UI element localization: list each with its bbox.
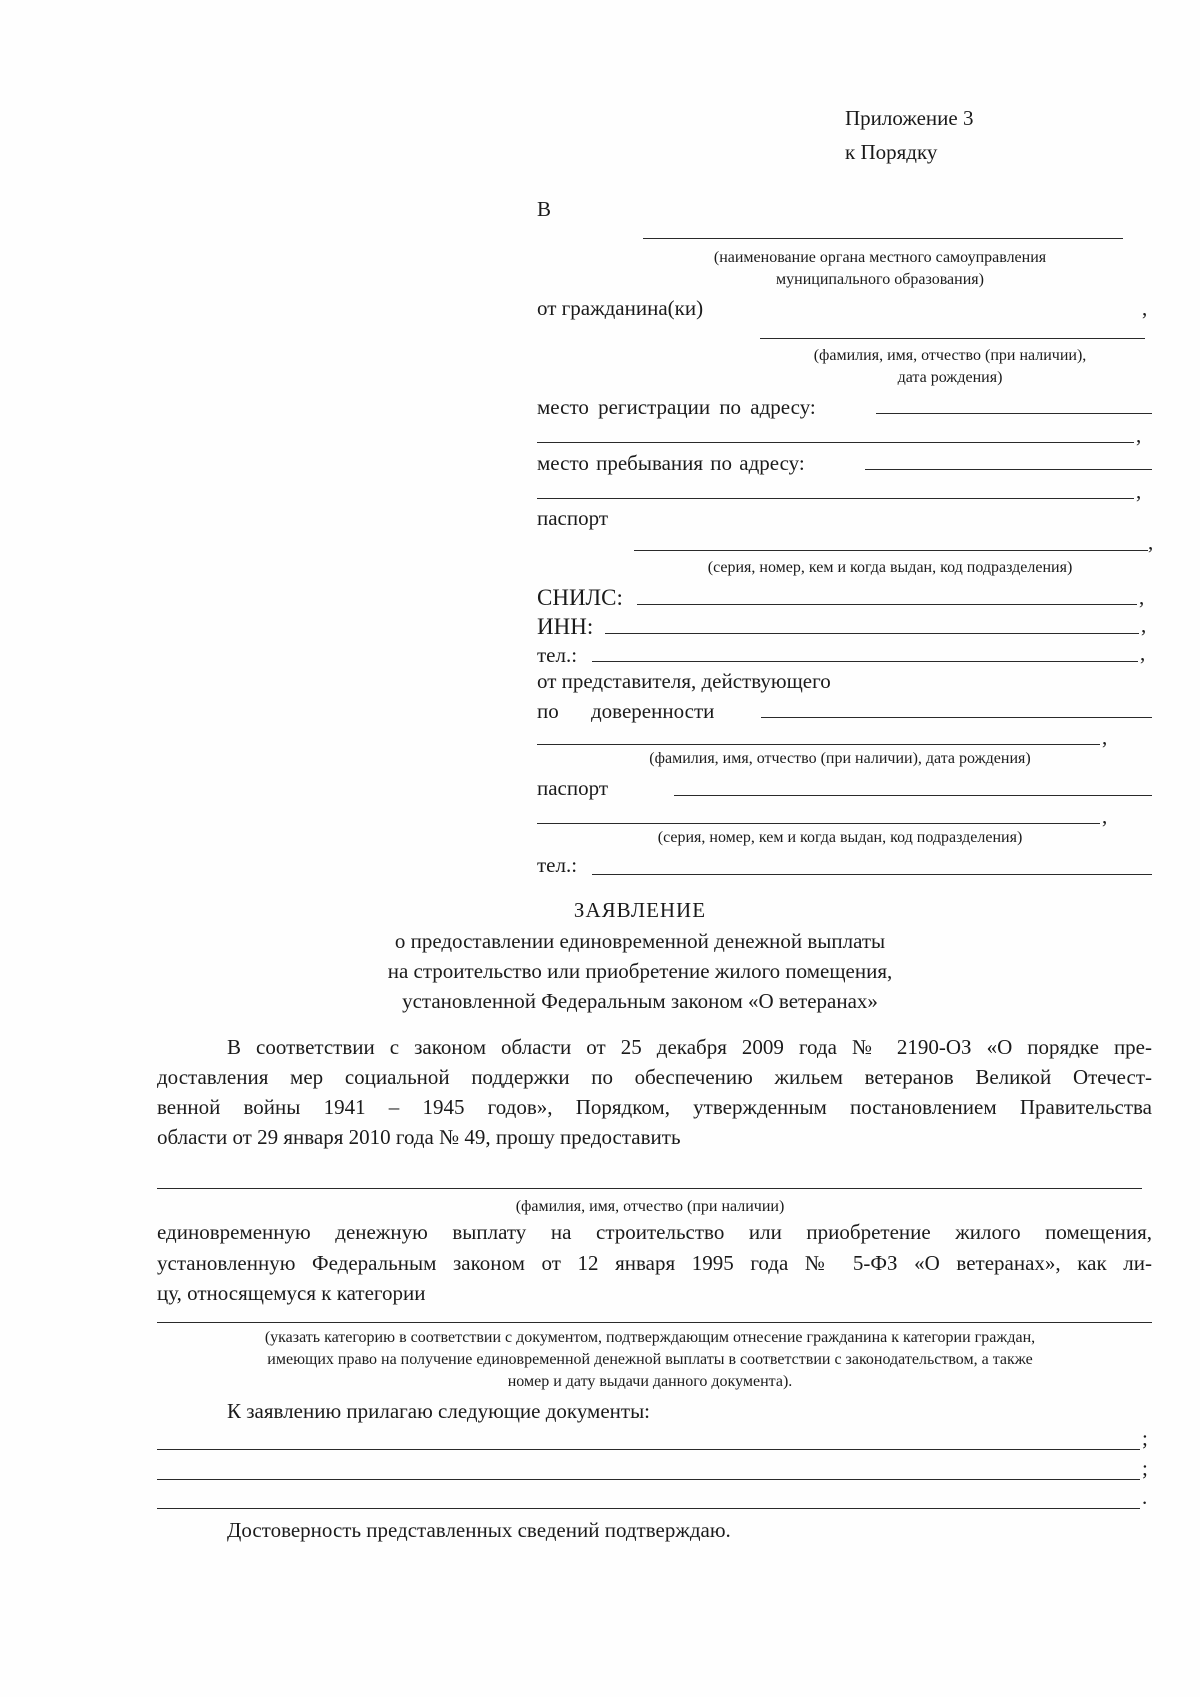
rep-tel-line[interactable] — [592, 874, 1152, 875]
body-para2-line3: цу, относящемуся к категории — [157, 1281, 426, 1305]
tel-label: тел.: — [537, 643, 578, 667]
body-para1-line1: В соответствии с законом области от 25 декабря 2009 года № 2190-ОЗ «О порядке пре- — [227, 1035, 1152, 1059]
comma-mark: , — [1136, 423, 1142, 447]
period-mark: . — [1142, 1485, 1148, 1509]
to-label: В — [537, 197, 552, 221]
recipient-name-line[interactable] — [157, 1188, 1142, 1189]
category-line[interactable] — [157, 1322, 1152, 1323]
rep-po: по — [537, 699, 559, 723]
category-caption-1: (указать категорию в соответствии с документом, подтверждающим отнесение гражданина к категории граждан, — [264, 1329, 1036, 1346]
inn-label: ИНН: — [537, 614, 594, 639]
stay-address-line-1[interactable] — [865, 469, 1152, 470]
snils-label: СНИЛС: — [537, 585, 623, 610]
body-para2-line1: единовременную денежную выплату на строительство или приобретение жилого помещения, — [157, 1220, 1152, 1244]
body-para1-line4: области от 29 января 2010 года № 49, прошу предоставить — [157, 1125, 681, 1149]
inn-line[interactable] — [605, 633, 1139, 634]
snils-line[interactable] — [637, 604, 1137, 605]
passport-line[interactable] — [634, 550, 1148, 551]
citizen-caption-2: дата рождения) — [897, 369, 1003, 386]
confirmation-text: Достоверность представленных сведений подтверждаю. — [227, 1518, 731, 1542]
semicolon-mark: ; — [1142, 1456, 1148, 1480]
to-caption-2: муниципального образования) — [776, 271, 984, 288]
rep-passport-label: паспорт — [537, 776, 609, 800]
category-caption-2: имеющих право на получение единовременной денежной выплаты в соответствии с законодательством, а также — [267, 1351, 1033, 1368]
tel-line[interactable] — [592, 661, 1138, 662]
reg-address-line-1[interactable] — [876, 413, 1152, 414]
comma-mark: , — [1140, 641, 1146, 665]
comma-mark: , — [1102, 725, 1108, 749]
title-sub-3: установленной Федеральным законом «О ветеранах» — [402, 989, 878, 1013]
citizen-caption-1: (фамилия, имя, отчество (при наличии), — [813, 347, 1087, 364]
rep-caption: (фамилия, имя, отчество (при наличии), дата рождения) — [649, 750, 1031, 767]
rep-passport-line-1[interactable] — [674, 795, 1152, 796]
title-sub-2: на строительство или приобретение жилого помещения, — [387, 959, 893, 983]
comma-mark: , — [1102, 804, 1108, 828]
recipient-caption: (фамилия, имя, отчество (при наличии) — [515, 1198, 785, 1215]
semicolon-mark: ; — [1142, 1426, 1148, 1450]
rep-dov: доверенности — [591, 699, 715, 723]
body-para1-line3: венной войны 1941 – 1945 годов», Порядком, утвержденным постановлением Правительства — [157, 1095, 1152, 1119]
reg-address-line-2[interactable] — [537, 442, 1134, 443]
comma-mark: , — [1142, 296, 1148, 320]
comma-mark: , — [1148, 530, 1154, 554]
title-sub-1: о предоставлении единовременной денежной выплаты — [394, 929, 886, 953]
passport-caption: (серия, номер, кем и когда выдан, код подразделения) — [707, 559, 1073, 576]
comma-mark: , — [1136, 479, 1142, 503]
reg-address-label: место регистрации по адресу: — [537, 395, 816, 419]
comma-mark: , — [1141, 613, 1147, 637]
documents-label: К заявлению прилагаю следующие документы: — [227, 1399, 651, 1423]
proxy-line[interactable] — [761, 717, 1152, 718]
document-line-1[interactable] — [157, 1449, 1140, 1450]
rep-passport-line-2[interactable] — [537, 823, 1100, 824]
comma-mark: , — [1139, 585, 1145, 609]
rep-name-line[interactable] — [537, 744, 1100, 745]
document-title: ЗАЯВЛЕНИЕ — [573, 898, 707, 922]
rep-label: от представителя, действующего — [537, 669, 831, 693]
appendix-order: к Порядку — [845, 140, 938, 164]
from-citizen-label: от гражданина(ки) — [537, 296, 704, 320]
passport-label: паспорт — [537, 506, 609, 530]
body-para2-line2: установленную Федеральным законом от 12 января 1995 года № 5-ФЗ «О ветеранах», как ли- — [157, 1251, 1152, 1275]
stay-address-label: место пребывания по адресу: — [537, 451, 805, 475]
rep-tel-label: тел.: — [537, 853, 578, 877]
appendix-number: Приложение 3 — [845, 106, 974, 130]
to-field-line[interactable] — [643, 238, 1123, 239]
document-line-2[interactable] — [157, 1479, 1140, 1480]
to-caption-1: (наименование органа местного самоуправления — [713, 249, 1047, 266]
body-para1-line2: доставления мер социальной поддержки по обеспечению жильем ветеранов Великой Отечест- — [157, 1065, 1152, 1089]
citizen-name-line[interactable] — [760, 338, 1145, 339]
category-caption-3: номер и дату выдачи данного документа). — [507, 1373, 793, 1390]
document-line-3[interactable] — [157, 1508, 1140, 1509]
stay-address-line-2[interactable] — [537, 498, 1134, 499]
rep-passport-caption: (серия, номер, кем и когда выдан, код подразделения) — [657, 829, 1023, 846]
